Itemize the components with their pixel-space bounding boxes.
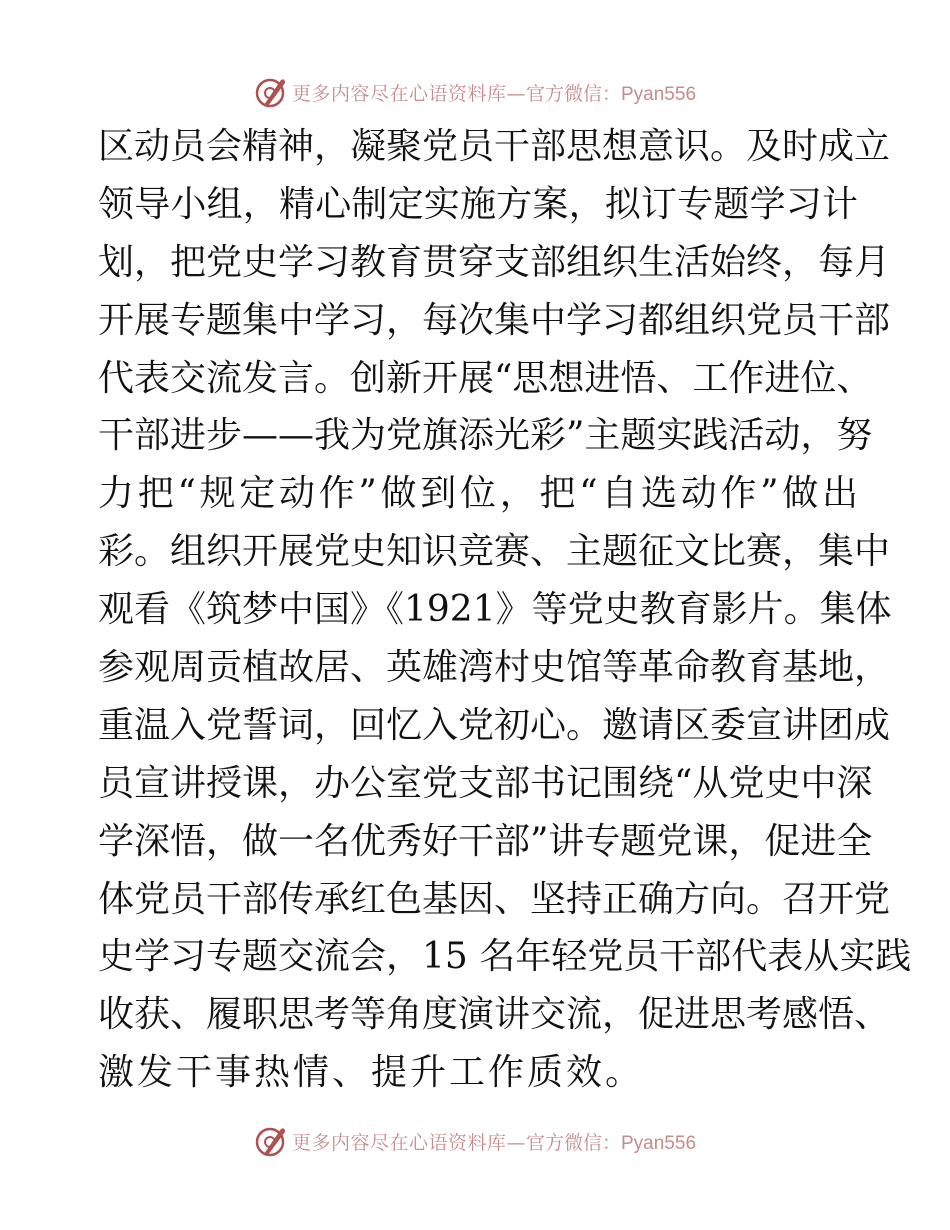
footer-banner-text: 更多内容尽在心语资料库— [291, 1131, 526, 1154]
body-line: 体党员干部传承红色基因、坚持正确方向。召开党 [98, 878, 891, 920]
body-line: 领导小组，精心制定实施方案，拟订专题学习计 [98, 183, 858, 225]
quill-logo-icon [254, 75, 288, 109]
body-line: 力把“规定动作”做到位，把“自选动作”做出 [98, 473, 858, 515]
body-line: 史学习专题交流会，15 名年轻党员干部代表从实践 [98, 936, 912, 978]
body-line: 区动员会精神，凝聚党员干部思想意识。及时成立 [98, 126, 891, 167]
footer-banner [0, 1121, 950, 1161]
body-line: 代表交流发言。创新开展“思想进悟、工作进位、 [98, 357, 873, 399]
body-line: 划，把党史学习教育贯穿支部组织生活始终，每月 [98, 241, 891, 283]
header-banner-content [254, 75, 696, 109]
body-line: 重温入党誓词，回忆入党初心。邀请区委宣讲团成 [98, 704, 891, 746]
body-line: 开展专题集中学习，每次集中学习都组织党员干部 [98, 299, 891, 341]
footer-banner-content [254, 1124, 696, 1158]
header-banner [0, 72, 950, 112]
body-line: 彩。组织开展党史知识竞赛、主题征文比赛，集中 [98, 531, 891, 573]
document-body [98, 118, 912, 1102]
header-banner-contact: 官方微信：Pyan556 [526, 83, 697, 105]
header-banner-text: 更多内容尽在心语资料库— [291, 82, 526, 105]
body-line: 学深悟，做一名优秀好干部”讲专题党课，促进全 [98, 820, 873, 862]
body-line: 干部进步——我为党旗添光彩”主题实践活动，努 [98, 415, 873, 457]
body-line: 参观周贡植故居、英雄湾村史馆等革命教育基地， [98, 647, 891, 689]
footer-banner-contact: 官方微信：Pyan556 [526, 1132, 697, 1154]
body-line: 员宣讲授课，办公室党支部书记围绕“从党史中深 [98, 762, 873, 804]
quill-logo-icon [254, 1124, 288, 1158]
body-line: 收获、履职思考等角度演讲交流，促进思考感悟、 [98, 994, 891, 1036]
body-line: 激发干事热情、提升工作质效。 [98, 1052, 645, 1094]
body-line: 观看《筑梦中国》《1921》等党史教育影片。集体 [98, 589, 892, 631]
